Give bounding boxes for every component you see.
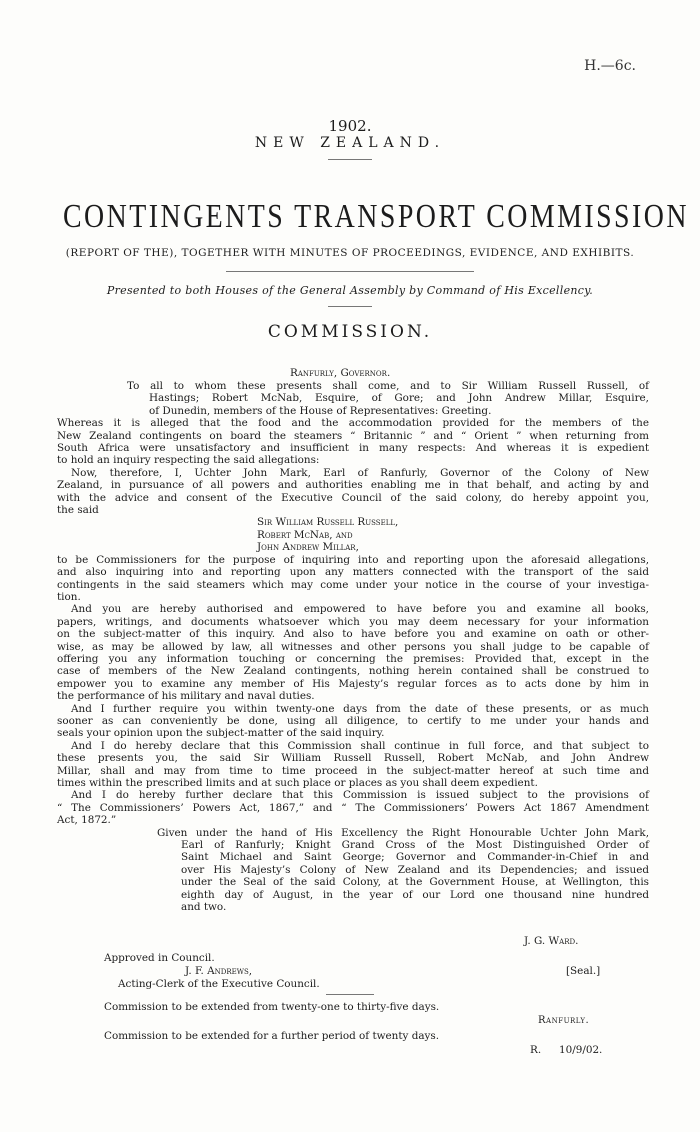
body-line: empower you to examine any member of His Majesty’s regular forces as to acts done by him in [57,677,649,690]
commission-body [57,380,649,913]
extension-note-2: Commission to be extended for a further period of twenty days. [104,1030,440,1042]
signature-ward: J. G. Ward. [524,935,579,947]
body-line: papers, writings, and documents whatsoever which you may deem necessary for your information [57,615,649,628]
divider [328,159,372,160]
body-line: the said [57,504,99,517]
document-reference: H.—6c. [584,58,636,74]
body-line: “ The Commissioners’ Powers Act, 1867,” and “ The Commissioners’ Powers Act 1867 Amendment [57,801,649,814]
body-line: And you are hereby authorised and empowered to have before you and examine all books, [71,603,649,616]
body-line: on the subject-matter of this inquiry. And also to have before you and examine on oath or other- [57,628,649,641]
initial-r: R. [530,1044,542,1056]
presented-line: Presented to both Houses of the General Assembly by Command of His Excellency. [106,284,594,297]
signature-ranfurly: Ranfurly. [538,1015,590,1026]
body-line: contingents in the said steamers which may come under your notice in the course of your investiga- [57,578,649,591]
document-subtitle: (REPORT OF THE), TOGETHER WITH MINUTES OF PROCEEDINGS, EVIDENCE, AND EXHIBITS. [65,247,635,259]
body-line: under the Seal of the said Colony, at the Government House, at Wellington, this [181,876,649,889]
divider [328,306,372,307]
body-line: South Africa were unsatisfactory and insufficient in many respects: And whereas it is expedient [57,442,649,455]
body-line: over His Majesty’s Colony of New Zealand and its Dependencies; and issued [181,863,649,876]
body-line: and also inquiring into and reporting upon any matters connected with the transport of the said [57,566,649,579]
body-line: To all to whom these presents shall come, and to Sir William Russell Russell, of [127,380,649,392]
body-line: Whereas it is alleged that the food and the accommodation provided for the members of the [57,417,649,430]
body-line: the performance of his military and naval duties. [57,690,315,703]
body-line: Now, therefore, I, Uchter John Mark, Earl of Ranfurly, Governor of the Colony of New [71,466,649,479]
body-line: Sir William Russell Russell, [257,516,399,529]
body-line: and two. [181,901,227,914]
body-line: Hastings; Robert McNab, Esquire, of Gore; and John Andrew Millar, Esquire, [149,392,649,405]
extension-date: 10/9/02. [559,1044,603,1056]
extension-note-1: Commission to be extended from twenty-one to thirty-five days. [104,1001,440,1013]
body-line: eighth day of August, in the year of our Lord one thousand nine hundred [181,888,649,901]
body-line: Earl of Ranfurly; Knight Grand Cross of the Most Distinguished Order of [181,839,649,852]
body-line: sooner as can conveniently be done, using all diligence, to certify to me under your hands and [57,714,649,727]
body-line: Robert McNab, and [257,528,353,541]
body-line: of Dunedin, members of the House of Representatives: Greeting. [149,404,492,417]
body-line: tion. [57,590,81,603]
body-line: And I do hereby further declare that this Commission is issued subject to the provisions of [71,789,649,802]
body-line: Act, 1872.” [57,814,117,827]
document-title: CONTINGENTS TRANSPORT COMMISSION [63,198,689,235]
signature-andrews: J. F. Andrews, [185,965,253,977]
body-line: these presents you, the said Sir William Russell Russell, Robert McNab, and John Andrew [57,752,649,765]
body-line: with the advice and consent of the Executive Council of the said colony, do hereby appoint you, [57,491,649,504]
governor-line: Ranfurly, Governor. [290,367,391,379]
body-line: Saint Michael and Saint George; Governor and Commander-in-Chief in and [181,851,649,864]
body-line: offering you any information touching or concerning the premises: Provided that, except in the [57,652,649,665]
section-title: COMMISSION. [267,322,433,342]
body-line: John Andrew Millar, [257,541,359,554]
approved-in-council: Approved in Council. [104,952,215,964]
body-line: to be Commissioners for the purpose of inquiring into and reporting upon the aforesaid allegations, [57,553,649,566]
body-line: And I further require you within twenty-one days from the date of these presents, or as much [71,702,649,715]
body-line: Given under the hand of His Excellency the Right Honourable Uchter John Mark, [157,826,649,839]
body-line: Zealand, in pursuance of all powers and authorities enabling me in that behalf, and acting by and [57,479,649,492]
body-line: case of members of the New Zealand contingents, nothing herein contained shall be construed to [57,665,649,678]
body-line: wise, as may be allowed by law, all witnesses and other persons you shall judge to be capable of [57,640,649,653]
divider [326,994,374,995]
body-line: Millar, shall and may from time to time proceed in the subject-matter hereof at such time and [57,764,649,777]
divider [226,271,474,272]
acting-clerk-title: Acting-Clerk of the Executive Council. [118,978,320,990]
document-year: 1902. [328,117,372,135]
body-line: seals your opinion upon the subject-matter of the said inquiry. [57,727,385,740]
body-line: And I do hereby declare that this Commission shall continue in full force, and that subject to [71,739,649,752]
country-heading: NEW ZEALAND. [254,135,446,151]
body-line: to hold an inquiry respecting the said allegations: [57,454,320,467]
body-line: New Zealand contingents on board the steamers “ Britannic ” and “ Orient ” when returning from [57,429,649,442]
body-line: times within the prescribed limits and at such place or places as you shall deem expedient. [57,777,538,789]
seal-mark: [Seal.] [566,965,601,977]
